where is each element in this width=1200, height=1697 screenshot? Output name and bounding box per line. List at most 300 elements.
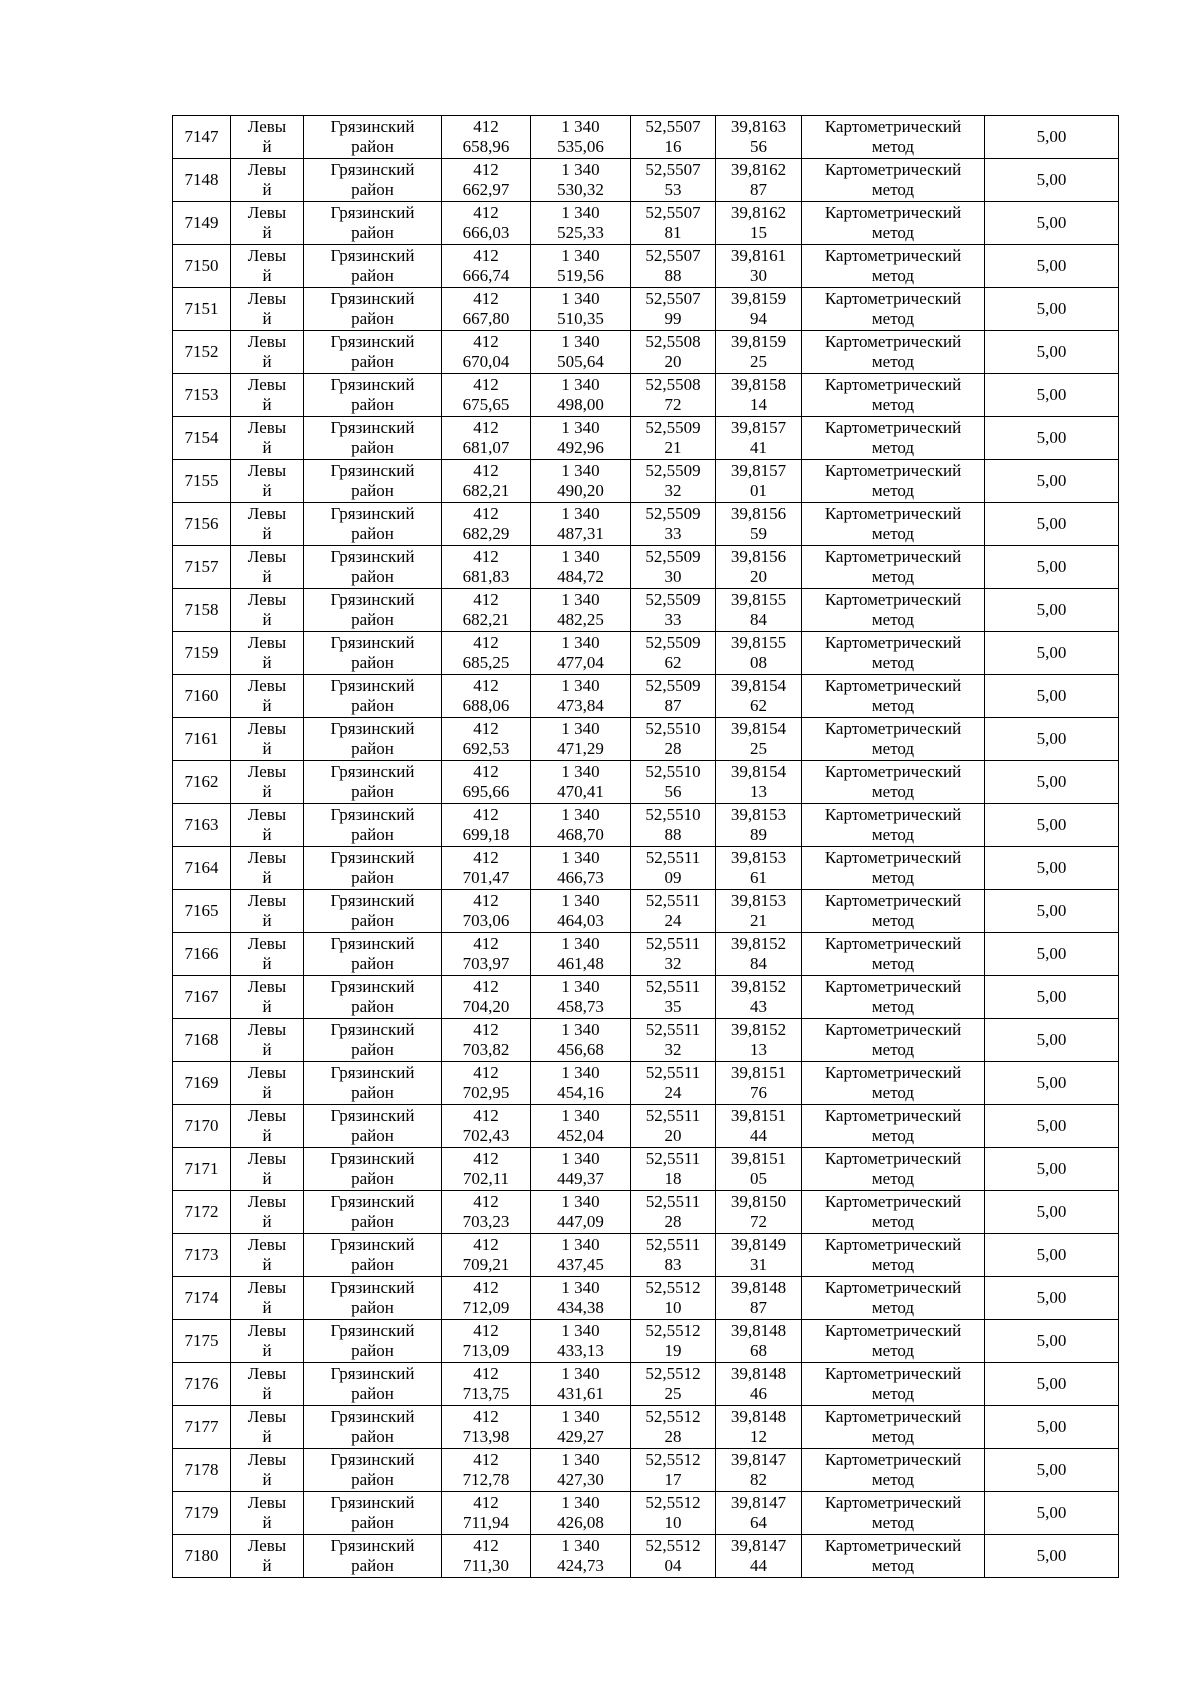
district-cell-line-2: район <box>351 1126 394 1145</box>
district-cell-line-2: район <box>351 524 394 543</box>
point-number-cell: 7170 <box>173 1105 231 1148</box>
district-cell <box>304 1019 442 1062</box>
point-number-cell: 7168 <box>173 1019 231 1062</box>
side-cell-line-2: й <box>262 1126 272 1145</box>
latitude-cell-line-2: 25 <box>664 1384 682 1403</box>
longitude-cell-line-1: 39,8148 <box>730 1278 787 1297</box>
latitude-cell <box>631 1191 716 1234</box>
table-row <box>173 761 1119 804</box>
latitude-cell <box>631 546 716 589</box>
y-coordinate-cell-line-2: 525,33 <box>557 223 604 242</box>
longitude-cell <box>716 159 802 202</box>
method-cell-line-1: Картометрический <box>824 1493 962 1512</box>
latitude-cell-line-1: 52,5507 <box>645 203 701 222</box>
latitude-cell <box>631 589 716 632</box>
latitude-cell-line-2: 87 <box>664 696 682 715</box>
y-coordinate-cell-line-2: 471,29 <box>557 739 604 758</box>
side-cell-line-2: й <box>262 1341 272 1360</box>
method-cell-line-2: метод <box>871 696 915 715</box>
side-cell-line-2: й <box>262 309 272 328</box>
latitude-cell-line-1: 52,5511 <box>645 1020 701 1039</box>
side-cell-line-1: Левы <box>247 203 287 222</box>
longitude-cell-line-2: 72 <box>750 1212 767 1231</box>
longitude-cell-line-1: 39,8157 <box>730 418 787 437</box>
district-cell <box>304 718 442 761</box>
y-coordinate-cell <box>531 890 631 933</box>
x-coordinate-cell <box>442 675 531 718</box>
district-cell-line-2: район <box>351 868 394 887</box>
x-coordinate-cell-line-1: 412 <box>473 1020 499 1039</box>
method-cell <box>802 1363 985 1406</box>
x-coordinate-cell <box>442 1062 531 1105</box>
y-coordinate-cell-line-1: 1 340 <box>561 1278 600 1297</box>
y-coordinate-cell-line-1: 1 340 <box>561 1063 600 1082</box>
y-coordinate-cell <box>531 116 631 159</box>
method-cell-line-1: Картометрический <box>824 1235 962 1254</box>
latitude-cell <box>631 976 716 1019</box>
method-cell <box>802 933 985 976</box>
y-coordinate-cell-line-2: 530,32 <box>557 180 604 199</box>
x-coordinate-cell-line-1: 412 <box>473 1235 499 1254</box>
district-cell <box>304 1277 442 1320</box>
x-coordinate-cell <box>442 976 531 1019</box>
district-cell-line-2: район <box>351 309 394 328</box>
x-coordinate-cell <box>442 417 531 460</box>
latitude-cell-line-1: 52,5509 <box>645 676 701 695</box>
district-cell-line-1: Грязинский <box>330 1493 415 1512</box>
point-number-cell: 7177 <box>173 1406 231 1449</box>
latitude-cell-line-2: 21 <box>664 438 682 457</box>
district-cell <box>304 933 442 976</box>
table-row <box>173 847 1119 890</box>
district-cell-line-1: Грязинский <box>330 461 415 480</box>
district-cell <box>304 1105 442 1148</box>
x-coordinate-cell-line-2: 699,18 <box>462 825 510 844</box>
side-cell <box>231 933 304 976</box>
longitude-cell <box>716 890 802 933</box>
method-cell-line-1: Картометрический <box>824 1407 962 1426</box>
longitude-cell-line-1: 39,8159 <box>730 332 787 351</box>
x-coordinate-cell <box>442 890 531 933</box>
y-coordinate-cell-line-2: 484,72 <box>557 567 604 586</box>
latitude-cell-line-2: 32 <box>664 954 682 973</box>
longitude-cell-line-1: 39,8159 <box>730 289 787 308</box>
y-coordinate-cell <box>531 417 631 460</box>
district-cell-line-1: Грязинский <box>330 1450 415 1469</box>
side-cell-line-2: й <box>262 223 272 242</box>
method-cell-line-1: Картометрический <box>824 289 962 308</box>
longitude-cell-line-2: 44 <box>750 1126 767 1145</box>
y-coordinate-cell <box>531 1363 631 1406</box>
longitude-cell-line-1: 39,8148 <box>730 1364 787 1383</box>
latitude-cell-line-1: 52,5509 <box>645 547 701 566</box>
longitude-cell <box>716 1105 802 1148</box>
method-cell-line-1: Картометрический <box>824 1106 962 1125</box>
method-cell-line-1: Картометрический <box>824 246 962 265</box>
side-cell-line-1: Левы <box>247 160 287 179</box>
x-coordinate-cell-line-2: 662,97 <box>462 180 510 199</box>
x-coordinate-cell-line-1: 412 <box>473 719 499 738</box>
method-cell-line-2: метод <box>871 309 915 328</box>
longitude-cell-line-2: 21 <box>750 911 767 930</box>
x-coordinate-cell-line-1: 412 <box>473 289 499 308</box>
latitude-cell-line-1: 52,5511 <box>645 891 701 910</box>
method-cell-line-2: метод <box>871 825 915 844</box>
method-cell-line-1: Картометрический <box>824 332 962 351</box>
latitude-cell-line-2: 10 <box>664 1298 682 1317</box>
y-coordinate-cell-line-2: 449,37 <box>557 1169 604 1188</box>
side-cell-line-1: Левы <box>247 719 287 738</box>
accuracy-cell: 5,00 <box>985 1105 1119 1148</box>
method-cell <box>802 1449 985 1492</box>
side-cell-line-1: Левы <box>247 633 287 652</box>
district-cell <box>304 761 442 804</box>
side-cell-line-1: Левы <box>247 1149 287 1168</box>
method-cell-line-2: метод <box>871 1169 915 1188</box>
y-coordinate-cell-line-2: 490,20 <box>557 481 604 500</box>
district-cell-line-2: район <box>351 782 394 801</box>
side-cell <box>231 1406 304 1449</box>
y-coordinate-cell-line-1: 1 340 <box>561 461 600 480</box>
point-number-cell: 7150 <box>173 245 231 288</box>
district-cell-line-1: Грязинский <box>330 1063 415 1082</box>
x-coordinate-cell-line-2: 692,53 <box>462 739 510 758</box>
longitude-cell-line-2: 20 <box>750 567 767 586</box>
latitude-cell-line-1: 52,5512 <box>645 1364 701 1383</box>
point-number-cell: 7151 <box>173 288 231 331</box>
y-coordinate-cell <box>531 1148 631 1191</box>
method-cell-line-2: метод <box>871 1384 915 1403</box>
latitude-cell <box>631 202 716 245</box>
district-cell-line-1: Грязинский <box>330 1020 415 1039</box>
longitude-cell-line-2: 46 <box>750 1384 767 1403</box>
method-cell-line-2: метод <box>871 1212 915 1231</box>
method-cell-line-2: метод <box>871 1427 915 1446</box>
y-coordinate-cell <box>531 1191 631 1234</box>
side-cell-line-1: Левы <box>247 1235 287 1254</box>
longitude-cell-line-1: 39,8153 <box>730 805 787 824</box>
y-coordinate-cell <box>531 1105 631 1148</box>
side-cell-line-1: Левы <box>247 418 287 437</box>
side-cell-line-2: й <box>262 868 272 887</box>
x-coordinate-cell-line-2: 658,96 <box>462 137 510 156</box>
latitude-cell-line-2: 33 <box>664 610 682 629</box>
latitude-cell <box>631 1019 716 1062</box>
y-coordinate-cell <box>531 1492 631 1535</box>
latitude-cell <box>631 503 716 546</box>
district-cell <box>304 159 442 202</box>
coordinates-table <box>172 115 1119 1578</box>
district-cell-line-2: район <box>351 223 394 242</box>
longitude-cell-line-2: 68 <box>750 1341 767 1360</box>
district-cell-line-1: Грязинский <box>330 547 415 566</box>
y-coordinate-cell-line-2: 458,73 <box>557 997 604 1016</box>
longitude-cell <box>716 632 802 675</box>
latitude-cell-line-2: 56 <box>664 782 682 801</box>
side-cell-line-1: Левы <box>247 461 287 480</box>
side-cell-line-2: й <box>262 524 272 543</box>
x-coordinate-cell-line-1: 412 <box>473 547 499 566</box>
method-cell-line-2: метод <box>871 653 915 672</box>
side-cell-line-2: й <box>262 567 272 586</box>
y-coordinate-cell-line-1: 1 340 <box>561 934 600 953</box>
side-cell <box>231 460 304 503</box>
y-coordinate-cell-line-2: 468,70 <box>557 825 604 844</box>
side-cell-line-2: й <box>262 1255 272 1274</box>
side-cell <box>231 546 304 589</box>
table-row <box>173 503 1119 546</box>
x-coordinate-cell-line-1: 412 <box>473 1106 499 1125</box>
x-coordinate-cell <box>442 1449 531 1492</box>
longitude-cell <box>716 503 802 546</box>
district-cell-line-1: Грязинский <box>330 1407 415 1426</box>
longitude-cell <box>716 1449 802 1492</box>
district-cell-line-2: район <box>351 1341 394 1360</box>
side-cell-line-2: й <box>262 997 272 1016</box>
method-cell-line-1: Картометрический <box>824 1192 962 1211</box>
table-row <box>173 202 1119 245</box>
district-cell-line-1: Грязинский <box>330 289 415 308</box>
latitude-cell-line-1: 52,5512 <box>645 1493 701 1512</box>
method-cell <box>802 1191 985 1234</box>
point-number-cell: 7164 <box>173 847 231 890</box>
side-cell <box>231 1148 304 1191</box>
y-coordinate-cell <box>531 632 631 675</box>
latitude-cell-line-1: 52,5512 <box>645 1450 701 1469</box>
longitude-cell <box>716 1535 802 1578</box>
y-coordinate-cell-line-1: 1 340 <box>561 1020 600 1039</box>
x-coordinate-cell-line-1: 412 <box>473 1407 499 1426</box>
y-coordinate-cell-line-2: 434,38 <box>557 1298 604 1317</box>
y-coordinate-cell <box>531 1449 631 1492</box>
longitude-cell-line-1: 39,8155 <box>730 590 787 609</box>
longitude-cell-line-2: 61 <box>750 868 767 887</box>
y-coordinate-cell <box>531 718 631 761</box>
method-cell-line-2: метод <box>871 782 915 801</box>
method-cell <box>802 460 985 503</box>
district-cell-line-2: район <box>351 1255 394 1274</box>
x-coordinate-cell-line-2: 703,23 <box>462 1212 510 1231</box>
accuracy-cell: 5,00 <box>985 1320 1119 1363</box>
table-row <box>173 1406 1119 1449</box>
district-cell-line-2: район <box>351 1513 394 1532</box>
table-row <box>173 804 1119 847</box>
x-coordinate-cell <box>442 1148 531 1191</box>
accuracy-cell: 5,00 <box>985 1449 1119 1492</box>
side-cell-line-1: Левы <box>247 977 287 996</box>
longitude-cell <box>716 245 802 288</box>
longitude-cell-line-2: 87 <box>750 1298 767 1317</box>
method-cell <box>802 159 985 202</box>
longitude-cell <box>716 288 802 331</box>
y-coordinate-cell-line-2: 492,96 <box>557 438 604 457</box>
y-coordinate-cell <box>531 1019 631 1062</box>
method-cell-line-1: Картометрический <box>824 1020 962 1039</box>
accuracy-cell: 5,00 <box>985 116 1119 159</box>
side-cell-line-2: й <box>262 266 272 285</box>
longitude-cell <box>716 202 802 245</box>
side-cell-line-1: Левы <box>247 676 287 695</box>
longitude-cell <box>716 1019 802 1062</box>
district-cell-line-1: Грязинский <box>330 633 415 652</box>
latitude-cell-line-2: 88 <box>664 266 682 285</box>
y-coordinate-cell-line-1: 1 340 <box>561 246 600 265</box>
longitude-cell-line-1: 39,8152 <box>730 934 787 953</box>
district-cell-line-2: район <box>351 481 394 500</box>
accuracy-cell: 5,00 <box>985 202 1119 245</box>
district-cell-line-2: район <box>351 825 394 844</box>
method-cell <box>802 1062 985 1105</box>
latitude-cell-line-1: 52,5510 <box>645 719 701 738</box>
latitude-cell <box>631 1105 716 1148</box>
longitude-cell-line-2: 44 <box>750 1556 767 1575</box>
side-cell <box>231 804 304 847</box>
district-cell-line-1: Грязинский <box>330 1106 415 1125</box>
latitude-cell-line-2: 28 <box>664 739 682 758</box>
method-cell-line-1: Картометрический <box>824 203 962 222</box>
district-cell-line-1: Грязинский <box>330 246 415 265</box>
district-cell-line-2: район <box>351 180 394 199</box>
method-cell-line-2: метод <box>871 739 915 758</box>
method-cell <box>802 976 985 1019</box>
latitude-cell-line-2: 24 <box>664 1083 682 1102</box>
x-coordinate-cell-line-1: 412 <box>473 332 499 351</box>
side-cell <box>231 288 304 331</box>
y-coordinate-cell-line-2: 433,13 <box>557 1341 604 1360</box>
method-cell-line-2: метод <box>871 1341 915 1360</box>
y-coordinate-cell <box>531 503 631 546</box>
district-cell-line-2: район <box>351 438 394 457</box>
side-cell-line-2: й <box>262 1470 272 1489</box>
longitude-cell-line-1: 39,8153 <box>730 848 787 867</box>
method-cell-line-1: Картометрический <box>824 418 962 437</box>
district-cell <box>304 1234 442 1277</box>
accuracy-cell: 5,00 <box>985 804 1119 847</box>
latitude-cell <box>631 1449 716 1492</box>
longitude-cell-line-1: 39,8152 <box>730 1020 787 1039</box>
method-cell-line-1: Картометрический <box>824 762 962 781</box>
method-cell-line-1: Картометрический <box>824 160 962 179</box>
y-coordinate-cell <box>531 546 631 589</box>
y-coordinate-cell-line-1: 1 340 <box>561 289 600 308</box>
y-coordinate-cell-line-2: 470,41 <box>557 782 604 801</box>
district-cell-line-1: Грязинский <box>330 375 415 394</box>
latitude-cell <box>631 1492 716 1535</box>
district-cell-line-2: район <box>351 610 394 629</box>
table-row <box>173 718 1119 761</box>
point-number-cell: 7169 <box>173 1062 231 1105</box>
latitude-cell-line-2: 99 <box>664 309 682 328</box>
y-coordinate-cell-line-2: 456,68 <box>557 1040 604 1059</box>
y-coordinate-cell-line-2: 429,27 <box>557 1427 604 1446</box>
district-cell-line-2: район <box>351 1083 394 1102</box>
y-coordinate-cell-line-2: 447,09 <box>557 1212 604 1231</box>
y-coordinate-cell <box>531 804 631 847</box>
district-cell-line-2: район <box>351 696 394 715</box>
latitude-cell-line-2: 35 <box>664 997 682 1016</box>
table-row <box>173 1191 1119 1234</box>
table-row <box>173 1019 1119 1062</box>
latitude-cell-line-2: 04 <box>664 1556 682 1575</box>
y-coordinate-cell <box>531 1234 631 1277</box>
accuracy-cell: 5,00 <box>985 675 1119 718</box>
x-coordinate-cell <box>442 288 531 331</box>
accuracy-cell: 5,00 <box>985 546 1119 589</box>
x-coordinate-cell-line-1: 412 <box>473 418 499 437</box>
y-coordinate-cell-line-1: 1 340 <box>561 375 600 394</box>
side-cell <box>231 1535 304 1578</box>
table-row <box>173 890 1119 933</box>
district-cell-line-2: район <box>351 1040 394 1059</box>
y-coordinate-cell-line-1: 1 340 <box>561 547 600 566</box>
longitude-cell <box>716 1191 802 1234</box>
side-cell-line-2: й <box>262 610 272 629</box>
x-coordinate-cell-line-1: 412 <box>473 1192 499 1211</box>
x-coordinate-cell-line-2: 682,21 <box>462 481 510 500</box>
latitude-cell <box>631 159 716 202</box>
point-number-cell: 7159 <box>173 632 231 675</box>
side-cell-line-1: Левы <box>247 1278 287 1297</box>
longitude-cell-line-1: 39,8147 <box>730 1450 787 1469</box>
latitude-cell-line-2: 16 <box>664 137 682 156</box>
y-coordinate-cell-line-1: 1 340 <box>561 1235 600 1254</box>
side-cell-line-2: й <box>262 1040 272 1059</box>
method-cell-line-2: метод <box>871 1298 915 1317</box>
accuracy-cell: 5,00 <box>985 245 1119 288</box>
accuracy-cell: 5,00 <box>985 417 1119 460</box>
latitude-cell-line-1: 52,5510 <box>645 762 701 781</box>
x-coordinate-cell-line-2: 702,11 <box>462 1169 510 1188</box>
side-cell <box>231 718 304 761</box>
method-cell <box>802 1406 985 1449</box>
district-cell-line-1: Грязинский <box>330 1364 415 1383</box>
district-cell-line-1: Грязинский <box>330 805 415 824</box>
district-cell <box>304 632 442 675</box>
x-coordinate-cell-line-2: 711,94 <box>462 1513 510 1532</box>
method-cell-line-2: метод <box>871 223 915 242</box>
latitude-cell-line-2: 20 <box>664 1126 682 1145</box>
district-cell-line-2: район <box>351 1556 394 1575</box>
district-cell <box>304 589 442 632</box>
y-coordinate-cell-line-1: 1 340 <box>561 1407 600 1426</box>
longitude-cell-line-2: 87 <box>750 180 767 199</box>
x-coordinate-cell-line-1: 412 <box>473 246 499 265</box>
side-cell <box>231 331 304 374</box>
y-coordinate-cell-line-2: 482,25 <box>557 610 604 629</box>
district-cell <box>304 503 442 546</box>
district-cell-line-2: район <box>351 395 394 414</box>
accuracy-cell: 5,00 <box>985 1062 1119 1105</box>
x-coordinate-cell-line-1: 412 <box>473 1536 499 1555</box>
y-coordinate-cell-line-1: 1 340 <box>561 1321 600 1340</box>
district-cell-line-2: район <box>351 1212 394 1231</box>
accuracy-cell: 5,00 <box>985 1492 1119 1535</box>
x-coordinate-cell-line-1: 412 <box>473 1493 499 1512</box>
side-cell-line-1: Левы <box>247 590 287 609</box>
accuracy-cell: 5,00 <box>985 1019 1119 1062</box>
x-coordinate-cell <box>442 718 531 761</box>
side-cell <box>231 1449 304 1492</box>
table-row <box>173 1535 1119 1578</box>
latitude-cell <box>631 1406 716 1449</box>
side-cell <box>231 632 304 675</box>
latitude-cell-line-2: 20 <box>664 352 682 371</box>
method-cell-line-1: Картометрический <box>824 547 962 566</box>
x-coordinate-cell <box>442 761 531 804</box>
y-coordinate-cell-line-2: 535,06 <box>557 137 604 156</box>
side-cell <box>231 589 304 632</box>
y-coordinate-cell-line-2: 519,56 <box>557 266 604 285</box>
